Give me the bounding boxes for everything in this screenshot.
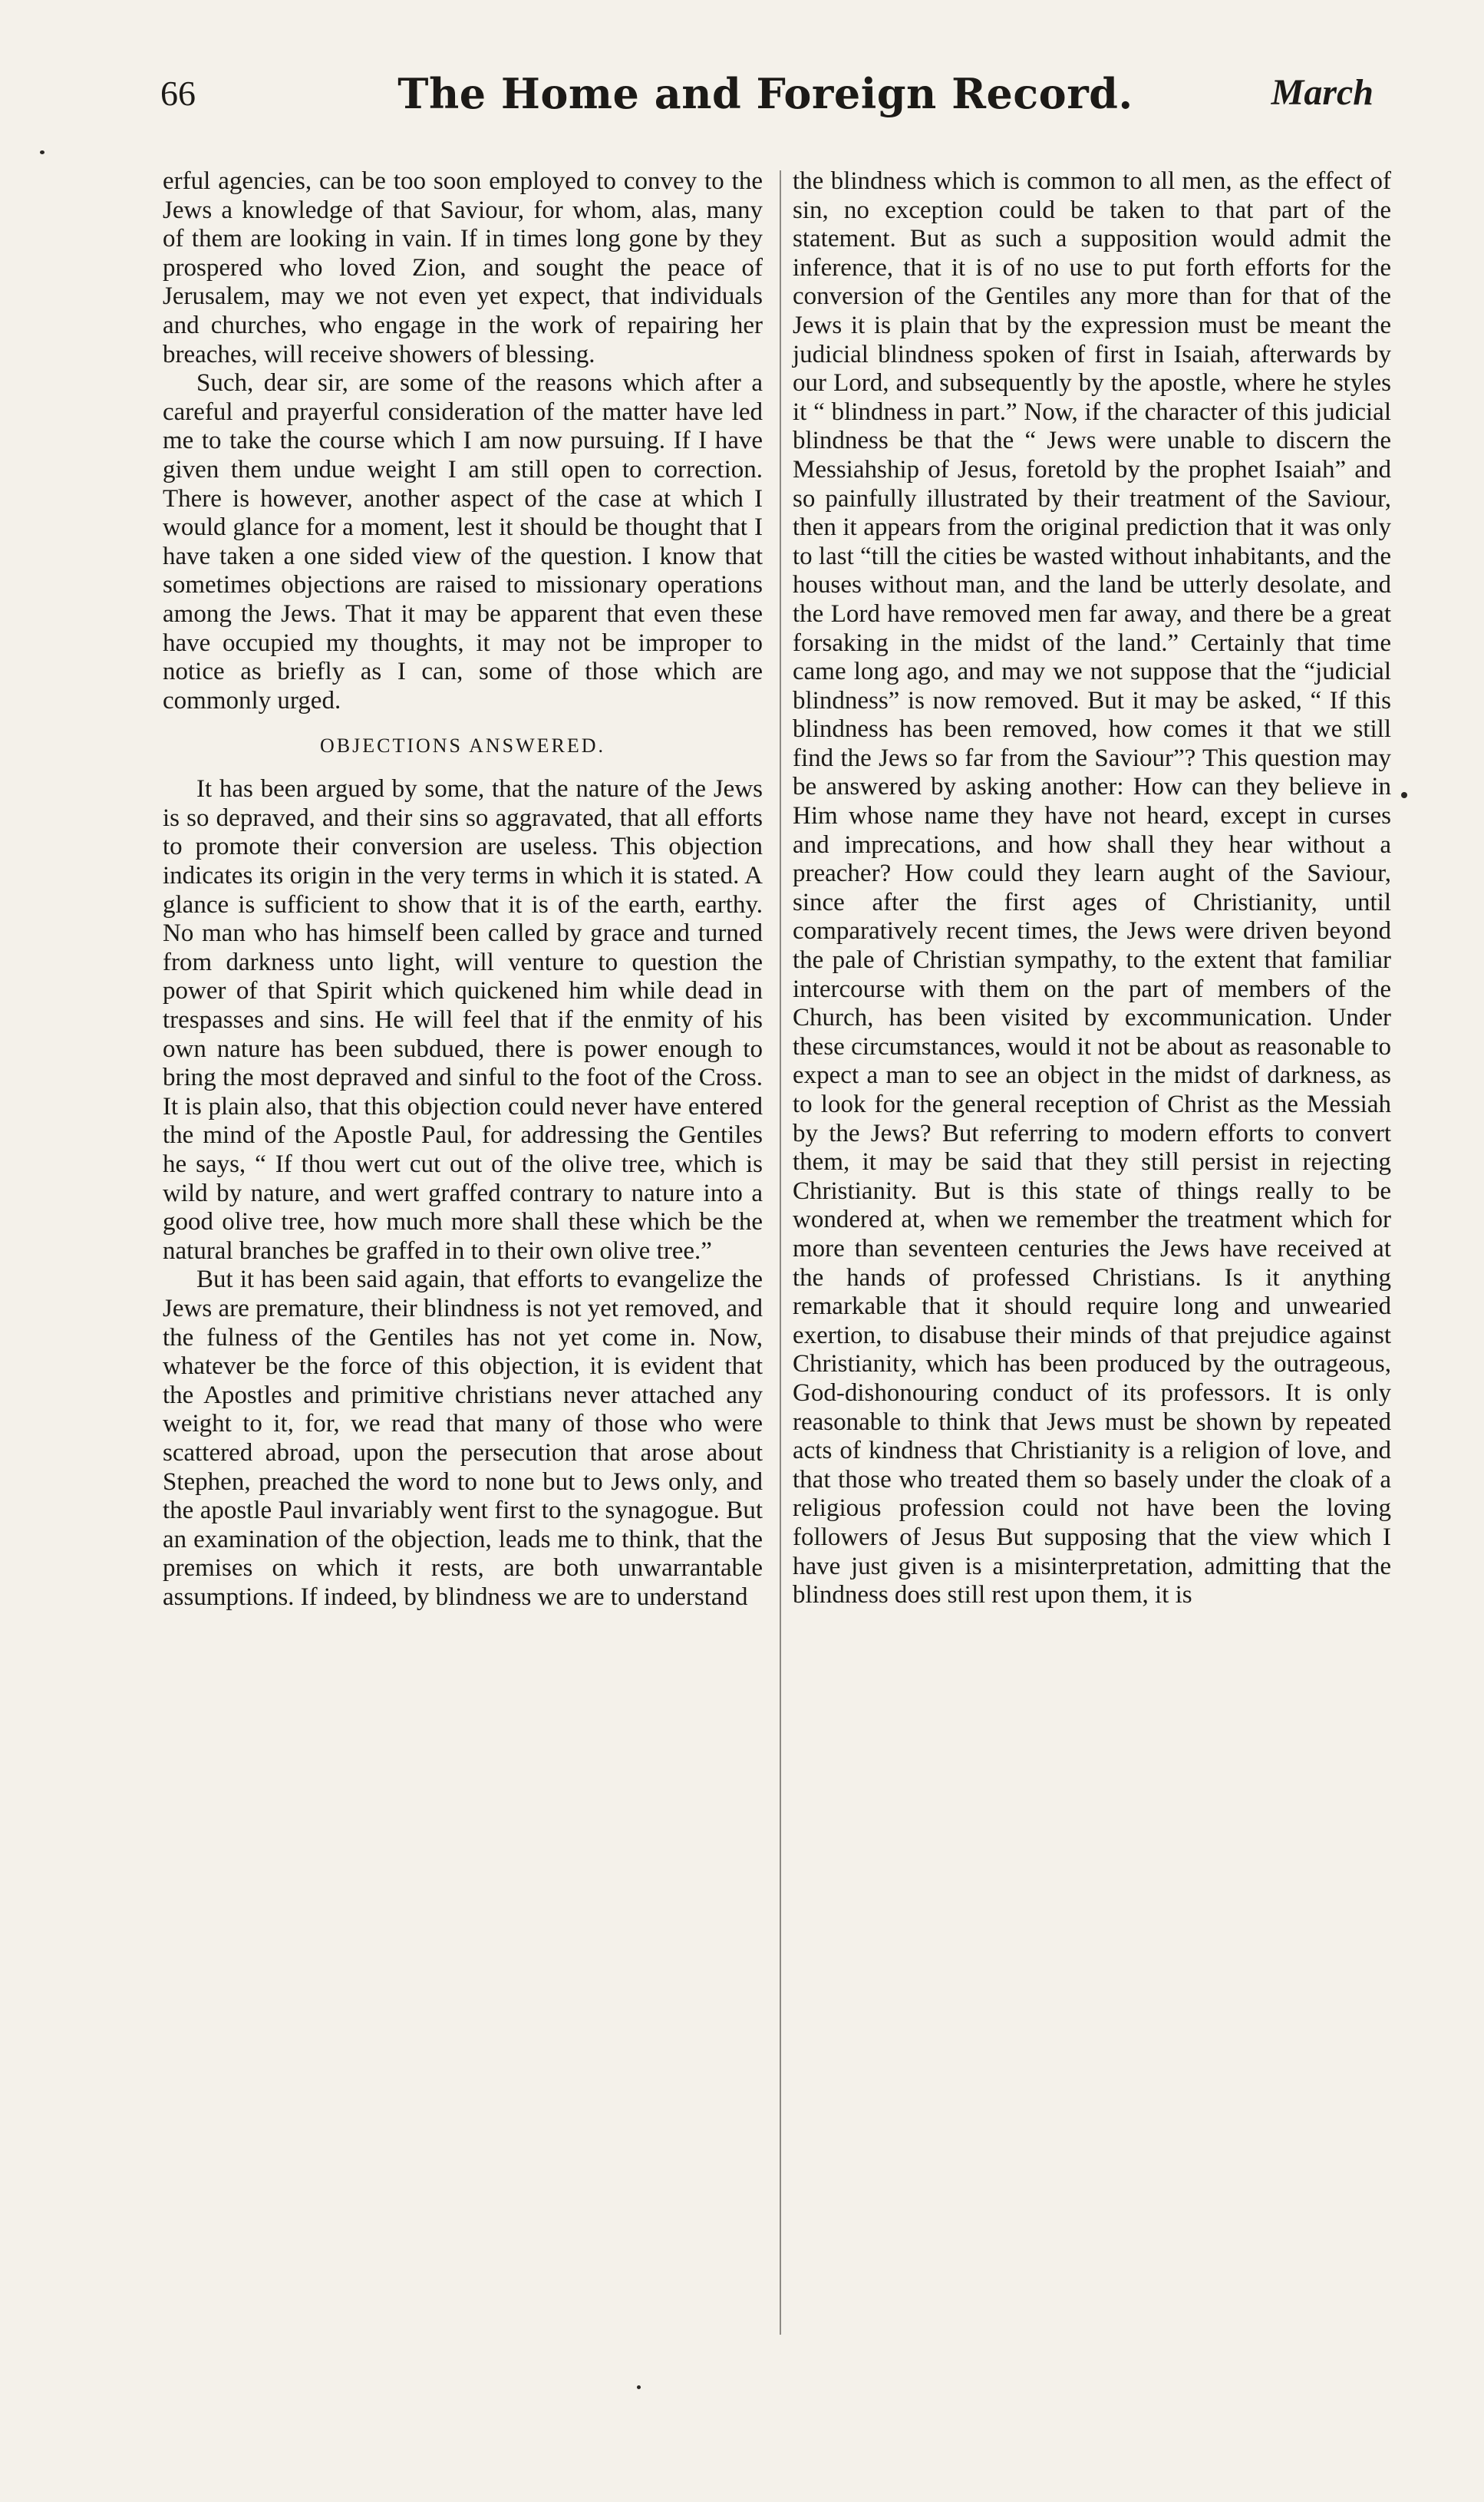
- issue-month: March: [1271, 72, 1374, 113]
- column-divider: [780, 170, 781, 2335]
- paragraph: Such, dear sir, are some of the reasons which after a careful and prayerful consideration of the matter have led me to take the course which I am now pursuing. If I have given them undue weight I am still open to correction. There is however, another aspect of the case at which I would glance for a moment, lest it should be thought that I have taken a one sided view of the question. I know that sometimes objections are raised to missionary operations among the Jews. That it may be apparent that even these have occupied my thoughts, it may not be improper to notice as briefly as I can, some of those which are commonly urged.: [163, 369, 763, 715]
- running-title: The Home and Foreign Record.: [397, 69, 1133, 118]
- ink-speck: [40, 150, 45, 154]
- section-heading: OBJECTIONS ANSWERED.: [319, 734, 605, 758]
- left-column: [163, 167, 763, 1612]
- ink-speck: [1401, 792, 1407, 798]
- ink-speck: [637, 2385, 641, 2389]
- paragraph: But it has been said again, that efforts to evangelize the Jews are premature, their blindness is not yet removed, and the fulness of the Gentiles has not yet come in. Now, whatever be the force of this objection, it is evident that the Apostles and primitive christians never attached any weight to it, for, we read that many of those who were scattered abroad, upon the persecution that arose about Stephen, preached the word to none but to Jews only, and the apostle Paul invariably went first to the synagogue. But an examination of the objection, leads me to think, that the premises on which it rests, are both unwarrantable assumptions. If indeed, by blindness we are to understand: [163, 1266, 763, 1611]
- paragraph: erful agencies, can be too soon employed to convey to the Jews a knowledge of that Saviour, for whom, alas, many of them are looking in vain. If in times long gone by they prospered who loved Zion, and sought the peace of Jerusalem, may we not even yet expect, that individuals and churches, who engage in the work of repairing her breaches, will receive showers of blessing.: [163, 167, 763, 368]
- paragraph: It has been argued by some, that the nature of the Jews is so depraved, and their sins so aggravated, that all efforts to promote their conversion are useless. This objection indicates its origin in the very terms in which it is stated. A glance is sufficient to show that it is of the earth, earthy. No man who has himself been called by grace and turned from darkness unto light, will venture to question the power of that Spirit which quickened him while dead in trespasses and sins. He will feel that if the enmity of his own nature has been subdued, there is power enough to bring the most depraved and sinful to the foot of the Cross. It is plain also, that this objection could never have entered the mind of the Apostle Paul, for addressing the Gentiles he says, “ If thou wert cut out of the olive tree, which is wild by nature, and wert graffed contrary to nature into a good olive tree, how much more shall these which be the natural branches be graffed in to their own olive tree.”: [163, 775, 763, 1265]
- page-number: 66: [160, 74, 196, 113]
- page-header: [157, 71, 1374, 124]
- right-column: [793, 167, 1391, 1610]
- paragraph: the blindness which is common to all men, as the effect of sin, no exception could be taken to that part of the statement. But as such a supposition would admit the inference, that it is of no use to put forth efforts for the conversion of the Gentiles any more than for that of the Jews it is plain that by the expression must be meant the judicial blindness spoken of first in Isaiah, afterwards by our Lord, and subsequently by the apostle, where he styles it “ blindness in part.” Now, if the character of this judicial blindness be that the “ Jews were unable to discern the Messiahship of Jesus, foretold by the prophet Isaiah” and so painfully illustrated by their treatment of the Saviour, then it appears from the original prediction that it was only to last “till the cities be wasted without inhabitants, and the houses without man, and the land be utterly desolate, and the Lord have removed men far away, and there be a great forsaking in the midst of the land.” Certainly that time came long ago, and may we not suppose that the “judicial blindness” is now removed. But it may be asked, “ If this blindness has been removed, how comes it that we still find the Jews so far from the Saviour”? This question may be answered by asking another: How can they believe in Him whose name they have not heard, except in curses and imprecations, and how shall they hear without a preacher? How could they learn aught of the Saviour, since after the first ages of Christianity, until comparatively recent times, the Jews were driven beyond the pale of Christian sympathy, to the extent that familiar intercourse with them on the part of members of the Church, has been visited by excommunication. Under these circumstances, would it not be about as reasonable to expect a man to see an object in the midst of darkness, as to look for the general reception of Christ as the Messiah by the Jews? But referring to modern efforts to convert them, it may be said that they still persist in rejecting Christianity. But is this state of things really to be wondered at, when we remember the treatment which for more than seventeen centuries the Jews have received at the hands of professed Christians. Is it anything remarkable that it should require long and unwearied exertion, to disabuse their minds of that prejudice against Christianity, which has been produced by the outrageous, God-dishonouring conduct of its professors. It is only reasonable to think that Jews must be shown by repeated acts of kindness that Christianity is a religion of love, and that those who treated them so basely under the cloak of a religious profession could not have been the loving followers of Jesus But supposing that the view which I have just given is a misinterpretation, admitting that the blindness does still rest upon them, it is: [793, 167, 1391, 1609]
